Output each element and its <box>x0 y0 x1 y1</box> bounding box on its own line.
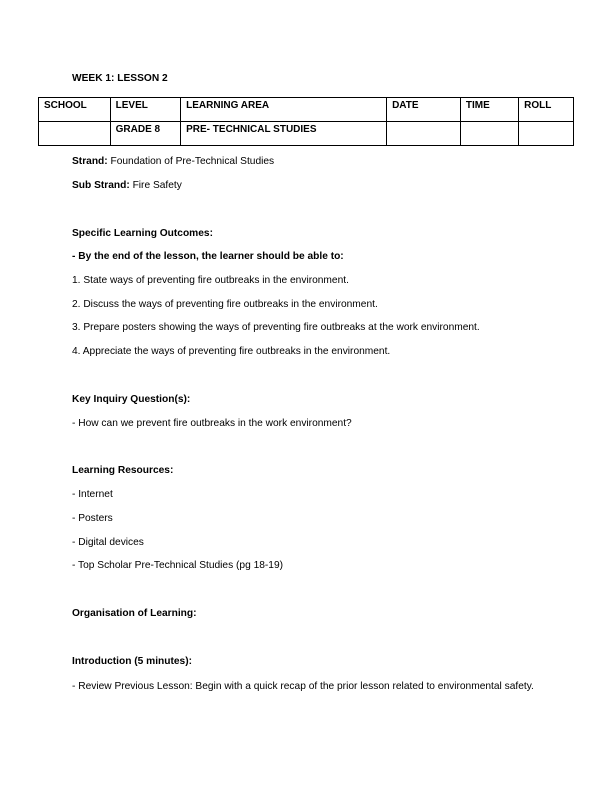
time-cell <box>460 122 518 146</box>
resources-heading: Learning Resources: <box>72 465 174 476</box>
date-cell <box>387 122 461 146</box>
list-item: - Posters <box>72 513 113 524</box>
list-item: 4. Appreciate the ways of preventing fire outbreaks in the environment. <box>72 346 391 357</box>
list-item: - Internet <box>72 489 113 500</box>
list-item: 2. Discuss the ways of preventing fire outbreaks in the environment. <box>72 299 378 310</box>
outcomes-heading: Specific Learning Outcomes: <box>72 228 213 239</box>
learning-area-cell: PRE- TECHNICAL STUDIES <box>181 122 387 146</box>
sub-strand-value: Fire Safety <box>129 180 182 191</box>
sub-strand-label: Sub Strand: <box>72 180 130 191</box>
table-header-cell: SCHOOL <box>39 98 111 122</box>
inquiry-heading: Key Inquiry Question(s): <box>72 394 191 405</box>
sub-strand-line <box>72 180 182 191</box>
lesson-heading: WEEK 1: LESSON 2 <box>72 73 168 84</box>
introduction-heading: Introduction (5 minutes): <box>72 656 192 667</box>
level-cell: GRADE 8 <box>110 122 181 146</box>
outcomes-intro: - By the end of the lesson, the learner should be able to: <box>72 251 344 262</box>
strand-label: Strand: <box>72 156 108 167</box>
school-cell <box>39 122 111 146</box>
roll-cell <box>519 122 574 146</box>
strand-line <box>72 156 274 167</box>
list-item: - Top Scholar Pre-Technical Studies (pg 18-19) <box>72 560 284 571</box>
table-header-cell: DATE <box>387 98 461 122</box>
lesson-info-table <box>38 97 574 146</box>
list-item: - How can we prevent fire outbreaks in the work environment? <box>72 418 352 429</box>
organisation-heading: Organisation of Learning: <box>72 608 197 619</box>
table-header-cell: LEVEL <box>110 98 181 122</box>
table-header-row <box>39 98 574 122</box>
table-header-cell: LEARNING AREA <box>181 98 387 122</box>
introduction-text: - Review Previous Lesson: Begin with a quick recap of the prior lesson related to environmental safety. <box>72 681 534 692</box>
table-header-cell: TIME <box>460 98 518 122</box>
list-item: - Digital devices <box>72 537 144 548</box>
table-header-cell: ROLL <box>519 98 574 122</box>
table-row <box>39 122 574 146</box>
list-item: 1. State ways of preventing fire outbreaks in the environment. <box>72 275 349 286</box>
strand-value: Foundation of Pre-Technical Studies <box>107 156 275 167</box>
list-item: 3. Prepare posters showing the ways of preventing fire outbreaks at the work environment. <box>72 322 480 333</box>
